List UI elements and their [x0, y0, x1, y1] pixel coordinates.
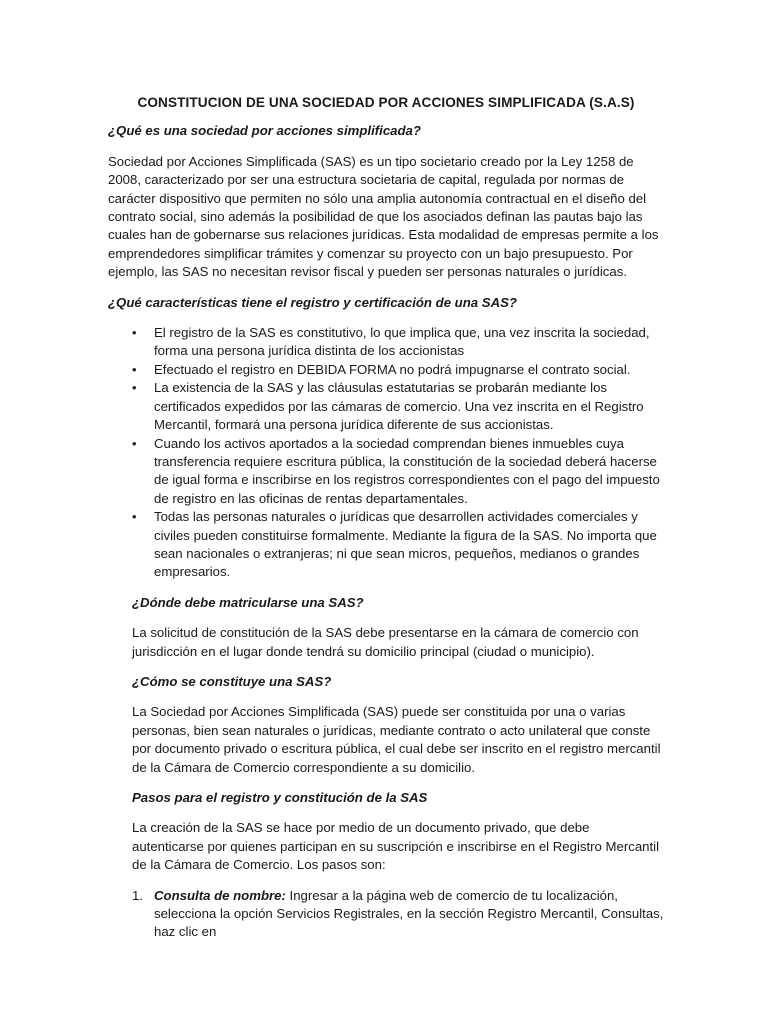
list-item: [108, 887, 664, 942]
list-item: [108, 508, 664, 582]
paragraph-creacion: La creación de la SAS se hace por medio de un documento privado, que debe autenticarse por quienes participan en su suscripción e inscribirse en el Registro Mercantil de la Cámara de Comercio. Los pasos son:: [132, 820, 660, 873]
step-number: 1.: [132, 887, 143, 903]
paragraph-matricula: La solicitud de constitución de la SAS debe presentarse en la cámara de comercio con jurisdicción en el lugar donde tendrá su domicilio principal (ciudad o municipio).: [132, 625, 639, 659]
bullet-icon: •: [132, 361, 137, 377]
bullet-icon: •: [132, 509, 137, 525]
list-item: [108, 324, 664, 361]
document-title: CONSTITUCION DE UNA SOCIEDAD POR ACCIONES SIMPLIFICADA (S.A.S): [137, 95, 635, 110]
paragraph-definicion: Sociedad por Acciones Simplificada (SAS) es un tipo societario creado por la Ley 1258 de 2008, caracterizado por ser una estructura societaria de capital, regulada por normas de carácter dispositivo que permiten no sólo una amplia autonomía contractual en el diseño del contrato social, sino además la posibilidad de que los asociados definan las pautas bajo las cuales han de gobernarse sus relaciones jurídicas. Esta modalidad de empresas permite a los emprendedores simplificar trámites y comenzar su proyecto con un bajo presupuesto. Por ejemplo, las SAS no necesitan revisor fiscal y pueden ser personas naturales o jurídicas.: [108, 153, 659, 280]
section-heading-que-es: ¿Qué es una sociedad por acciones simplificada?: [108, 123, 421, 139]
list-item-text: Efectuado el registro en DEBIDA FORMA no podrá impugnarse el contrato social.: [154, 361, 631, 377]
list-item: [108, 435, 664, 509]
list-item-text: El registro de la SAS es constitutivo, lo que implica que, una vez inscrita la sociedad, forma una persona jurídica distinta de los accionistas: [154, 325, 650, 359]
section-heading-donde: ¿Dónde debe matricularse una SAS?: [132, 594, 364, 610]
step-text: Ingresar a la página web de comercio de tu localización, selecciona la opción Servicios Registrales, en la sección Registro Mercantil, Consultas, haz clic en: [154, 887, 664, 940]
list-item: [108, 361, 664, 379]
section-heading-pasos: Pasos para el registro y constitución de la SAS: [132, 790, 428, 805]
paragraph-constitucion: La Sociedad por Acciones Simplificada (SAS) puede ser constituida por una o varias personas, bien sean naturales o jurídicas, mediante contrato o acto unilateral que conste por documento privado o escritura pública, el cual debe ser inscrito en el registro mercantil de la Cámara de Comercio correspondiente a su domicilio.: [132, 704, 661, 775]
document-content: [108, 94, 664, 942]
steps-list: [108, 887, 664, 942]
characteristics-list: [108, 324, 664, 582]
section-heading-caracteristicas: ¿Qué características tiene el registro y certificación de una SAS?: [108, 294, 517, 310]
list-item-text: Cuando los activos aportados a la sociedad comprendan bienes inmuebles cuya transferencia requiere escritura pública, la constitución de la sociedad deberá hacerse de igual forma e inscribirse en los registros correspondientes con el pago del impuesto de registro en las oficinas de rentas departamentales.: [154, 435, 660, 506]
bullet-icon: •: [132, 380, 137, 396]
list-item-text: La existencia de la SAS y las cláusulas estatutarias se probarán mediante los certificados expedidos por las cámaras de comercio. Una vez inscrita en el Registro Mercantil, formará una persona jurídica diferente de sus accionistas.: [154, 380, 644, 433]
list-item: [108, 379, 664, 434]
bullet-icon: •: [132, 435, 137, 451]
step-lead: Consulta de nombre:: [154, 887, 286, 903]
bullet-icon: •: [132, 325, 137, 341]
section-heading-como: ¿Cómo se constituye una SAS?: [132, 673, 332, 689]
list-item-text: Todas las personas naturales o jurídicas que desarrollen actividades comerciales y civiles pueden constituirse formalmente. Mediante la figura de la SAS. No importa que sean nacionales o extranjeras; ni que sean micros, pequeños, medianos o grandes empresarios.: [154, 509, 657, 580]
